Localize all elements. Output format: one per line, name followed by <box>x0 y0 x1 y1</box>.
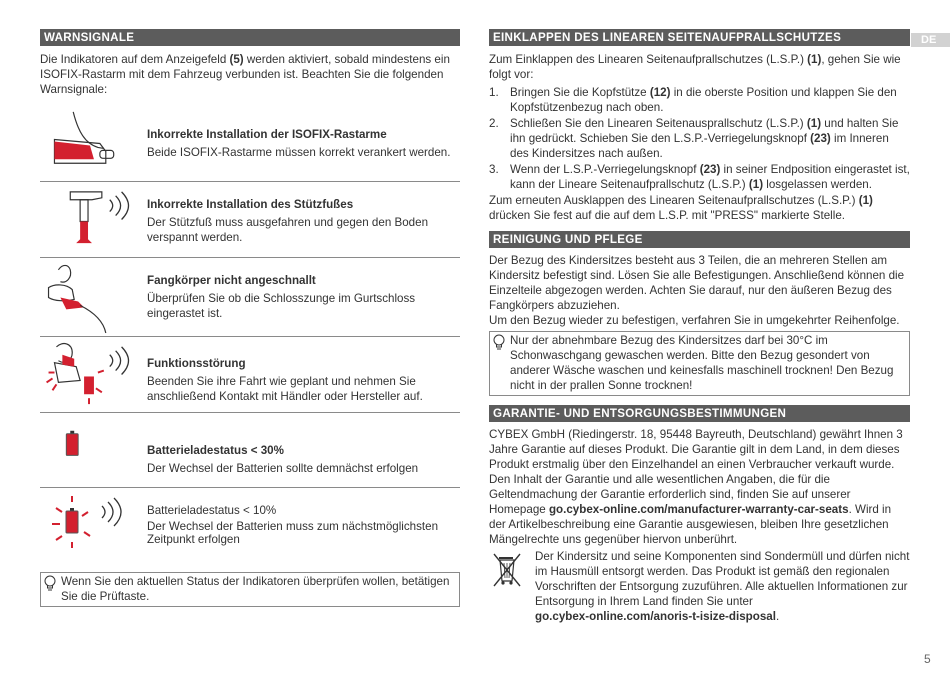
list-item: 1. Bringen Sie die Kopfstütze (12) in die oberste Position und klappen Sie den Kopfstützenbezug nach oben. <box>489 86 897 114</box>
battery-10-icon <box>40 488 140 570</box>
section-heading-einklappen: EINKLAPPEN DES LINEAREN SEITENAUFPRALLSCHUTZES <box>489 29 910 46</box>
disposal-block <box>489 549 910 624</box>
signal-description: Der Wechsel der Batterien sollte demnächst erfolgen <box>147 462 419 475</box>
warranty-link[interactable]: go.cybex-online.com/manufacturer-warranty-car-seats <box>548 503 849 516</box>
care-text-reattach: Um den Bezug wieder zu befestigen, verfahren Sie in umgekehrter Reihenfolge. <box>489 314 900 327</box>
signal-row-support-leg <box>40 182 460 258</box>
fold-intro: Zum Einklappen des Linearen Seitenaufprallschutzes (L.S.P.) (1), gehen Sie wie folgt vor: <box>489 53 901 81</box>
signal-title: Inkorrekte Installation der ISOFIX-Rastarme <box>147 128 387 141</box>
signal-row-isofix <box>40 102 460 182</box>
fold-outro: Zum erneuten Ausklappen des Linearen Seitenaufprallschutzes (L.S.P.) (1) drücken Sie fest auf die auf dem L.S.P. mit "PRESS" markierte Stelle. <box>489 194 873 222</box>
signal-title: Funktionsstörung <box>147 357 246 370</box>
indicator-test-note <box>40 572 460 607</box>
signal-description: Beenden Sie ihre Fahrt wie geplant und nehmen Sie anschließend Kontakt mit Händler oder Hersteller auf. <box>147 375 423 403</box>
care-text: Der Bezug des Kindersitzes besteht aus 3 Teilen, die an mehreren Stellen am Kindersitz befestigt sind. Lösen Sie alle Befestigungen. Anschließend können die Einzelteile abgezogen werden. Achten Sie darauf, nur den äußeren Bezug des Fangkörpers abzuziehen. <box>489 254 905 312</box>
crossed-bin-icon <box>489 551 525 589</box>
right-column <box>489 29 910 624</box>
light-bulb-icon <box>492 334 506 352</box>
signal-title: Batterieladestatus < 30% <box>147 444 284 457</box>
note-text: Wenn Sie den aktuellen Status der Indikatoren überprüfen wollen, betätigen Sie die Prüftaste. <box>61 575 450 603</box>
disposal-text: Der Kindersitz und seine Komponenten sind Sondermüll und dürfen nicht im Hausmüll entsorgt werden. Das Produkt ist gemäß den regionalen Vorschriften der Entsorgung zuzuführen. Alle aktuellen Informationen zur Entsorgung in Ihrem Land finden Sie unter go.cybex-online.com/anoris-t-isize-disposal. <box>535 550 910 623</box>
signal-title: Batterieladestatus < 10% <box>147 504 277 517</box>
section-heading-garantie: GARANTIE- UND ENTSORGUNGSBESTIMMUNGEN <box>489 405 910 422</box>
signal-description: Überprüfen Sie ob die Schlosszunge im Gurtschloss eingerastet ist. <box>147 292 416 320</box>
signal-row-battery-10 <box>40 488 460 570</box>
section-heading-warnsignale: WARNSIGNALE <box>40 29 460 46</box>
signal-description: Der Wechsel der Batterien muss zum nächstmöglichsten Zeitpunkt erfolgen <box>147 520 439 546</box>
warranty-text: CYBEX GmbH (Riedingerstr. 18, 95448 Bayreuth, Deutschland) gewährt Ihnen 3 Jahre Garantie auf dieses Produkt. Die Garantie gilt in dem Land, in dem dieses Produkt erstmalig über den Einzelhandel an einen Verbraucher verkauft wurde. Den Inhalt der Garantie und alle wesentlichen Angaben, die für die Geltendmachung der Garantie erforderlich sind, finden Sie auf unserer Homepage go.cybex-online.com/manufacturer-warranty-car-seats. Wird in der Artikelbeschreibung eine Garantie ausgewiesen, bleiben Ihre gesetzlichen Mängelrechte uns gegenüber hiervon unberührt. <box>489 428 903 546</box>
language-tab: DE <box>911 33 950 47</box>
signal-title: Inkorrekte Installation des Stützfußes <box>147 198 354 211</box>
isofix-icon <box>40 102 140 181</box>
signal-description: Beide ISOFIX-Rastarme müssen korrekt verankert werden. <box>147 146 451 159</box>
signal-row-impact-shield <box>40 258 460 337</box>
disposal-link[interactable]: go.cybex-online.com/anoris-t-isize-disposal <box>535 610 776 623</box>
list-item: 2. Schließen Sie den Linearen Seitenausprallschutz (L.S.P.) (1) und halten Sie ihn gedrückt. Schieben Sie den L.S.P.-Verriegelungsknopf (23) im Inneren des Kindersitzes nach außen. <box>489 117 899 160</box>
signal-row-battery-30 <box>40 413 460 488</box>
signal-row-malfunction <box>40 337 460 413</box>
fold-steps <box>489 85 910 192</box>
malfunction-icon <box>40 337 140 412</box>
support-leg-icon <box>40 182 140 257</box>
left-column <box>40 29 460 607</box>
note-text: Nur der abnehmbare Bezug des Kindersitzes darf bei 30°C im Schonwaschgang gewaschen werden. Bitte den Bezug gesondert von anderer Wäsche waschen und keinesfalls maschinell trocknen! Den Bezug nicht in der prallen Sonne trocknen! <box>510 334 894 392</box>
list-item: 3. Wenn der L.S.P.-Verriegelungsknopf (23) in seiner Endposition eingerastet ist, kann der Lineare Seitenaufprallschutz (L.S.P.) (1) losgelassen werden. <box>489 163 910 191</box>
section-heading-reinigung: REINIGUNG UND PFLEGE <box>489 231 910 248</box>
washing-note <box>489 331 910 396</box>
signal-title: Fangkörper nicht angeschnallt <box>147 274 316 287</box>
signal-description: Der Stützfuß muss ausgefahren und gegen den Boden verspannt werden. <box>147 216 429 244</box>
impact-shield-icon <box>40 258 140 336</box>
light-bulb-icon <box>43 575 57 593</box>
battery-30-icon <box>40 413 140 487</box>
page-number: 5 <box>924 652 931 666</box>
warnings-intro: Die Indikatoren auf dem Anzeigefeld (5) werden aktiviert, sobald mindestens ein ISOFIX-Rastarm mit dem Fahrzeug verbunden ist. Beachten Sie die folgenden Warnsignale: <box>40 53 450 96</box>
